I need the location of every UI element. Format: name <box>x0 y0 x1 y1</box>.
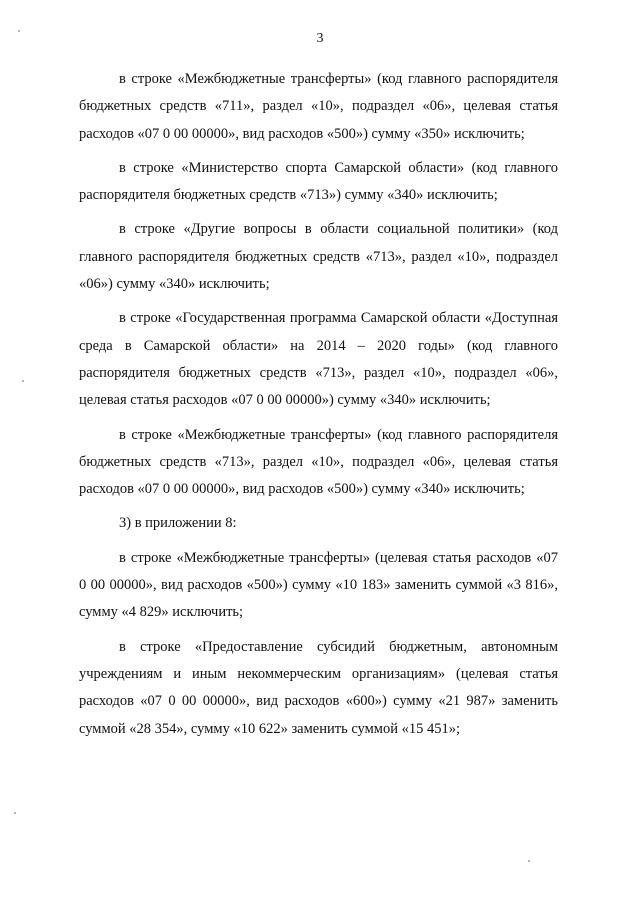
paragraph-3: в строке «Другие вопросы в области социальной политики» (код главного распорядителя бюджетных средств «713», раздел «10», подраздел «06») сумму «340» исключить; <box>79 221 558 293</box>
paragraph-2: в строке «Министерство спорта Самарской области» (код главного распорядителя бюджетных средств «713») сумму «340» исключить; <box>79 159 558 204</box>
scan-speck <box>14 812 16 814</box>
paragraph-5: в строке «Межбюджетные трансферты» (код главного распорядителя бюджетных средств «713», раздел «10», подраздел «06», целевая статья расходов «07 0 00 00000», вид расходов «500») сумму «340» исключить; <box>79 426 558 498</box>
paragraph-6-list-marker: 3) в приложении 8: <box>119 515 237 532</box>
paragraph-8: в строке «Предоставление субсидий бюджетным, автономным учреждениям и иным некоммерческим организациям» (целевая статья расходов «07 0 00 00000», вид расходов «600») сумму «21 987» заменить суммой «28 354», сумму «10 622» заменить суммой «15 451»; <box>79 638 558 737</box>
scan-speck <box>528 860 530 862</box>
paragraph-7: в строке «Межбюджетные трансферты» (целевая статья расходов «07 0 00 00000», вид расходов «500») сумму «10 183» заменить суммой «3 816», сумму «4 829» исключить; <box>79 549 558 621</box>
scan-speck <box>18 30 20 32</box>
page-number: 3 <box>316 31 324 46</box>
paragraph-1: в строке «Межбюджетные трансферты» (код главного распорядителя бюджетных средств «711», раздел «10», подраздел «06», целевая статья расходов «07 0 00 00000», вид расходов «500») сумму «350» исключить; <box>79 71 558 142</box>
scan-speck <box>22 380 24 382</box>
document-body <box>79 66 558 750</box>
paragraph-4: в строке «Государственная программа Самарской области «Доступная среда в Самарской области» на 2014 – 2020 годы» (код главного распорядителя бюджетных средств «713», раздел «10», подраздел «06», целевая статья расходов «07 0 00 00000») сумму «340» исключить; <box>79 310 558 409</box>
